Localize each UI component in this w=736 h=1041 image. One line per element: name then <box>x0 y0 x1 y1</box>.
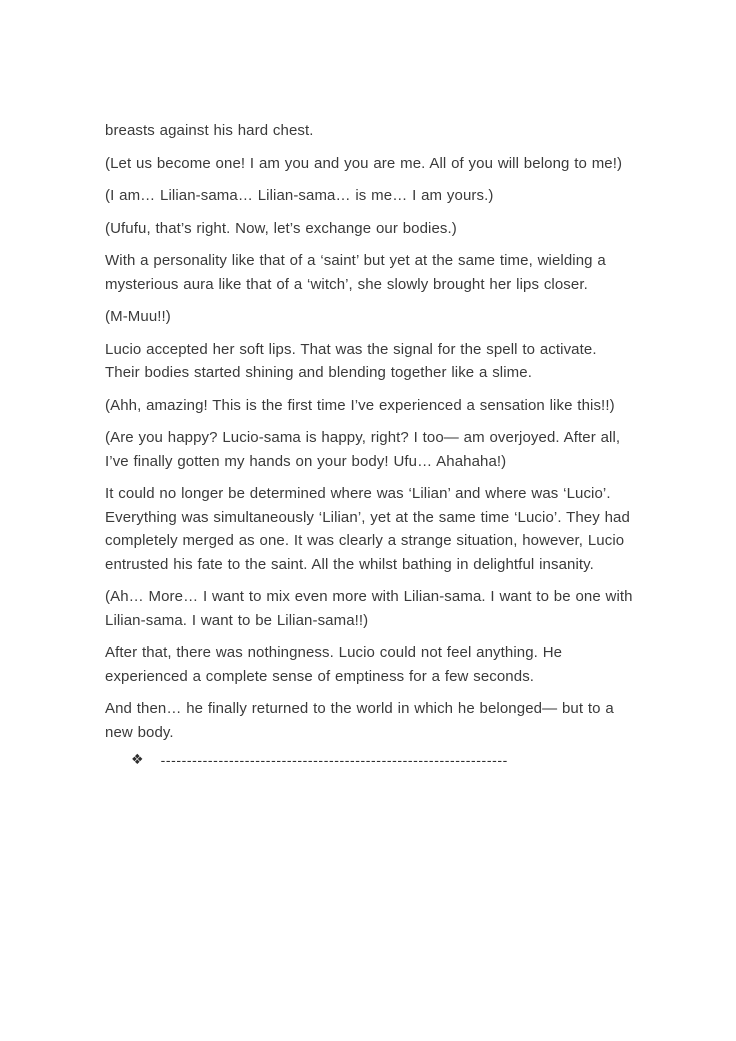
paragraph: With a personality like that of a ‘saint’ but yet at the same time, wielding a mysterious aura like that of a ‘witch’, she slowly brought her lips closer. <box>105 252 606 293</box>
paragraph: (M-Muu!!) <box>105 308 171 325</box>
diamond-bullet-icon: ❖ <box>131 752 144 768</box>
separator-dashes: ------------------------------------------------------------------ <box>160 753 508 767</box>
paragraph: After that, there was nothingness. Lucio could not feel anything. He experienced a complete sense of emptiness for a few seconds. <box>105 644 563 685</box>
paragraph: (Ufufu, that’s right. Now, let’s exchange our bodies.) <box>105 219 457 237</box>
paragraph: It could no longer be determined where was ‘Lilian’ and where was ‘Lucio’. Everything was simultaneously ‘Lilian’, yet at the same time ‘Lucio’. They had completely merged as one. It was clearly a strange situation, however, Lucio entrusted his fate to the saint. All the whilst bathing in delightful insanity. <box>105 485 630 573</box>
paragraph: (Ahh, amazing! This is the first time I’ve experienced a sensation like this!!) <box>105 396 615 414</box>
paragraph: (Are you happy? Lucio-sama is happy, right? I too— am overjoyed. After all, I’ve finally gotten my hands on your body! Ufu… Ahahaha!) <box>105 429 621 470</box>
paragraph: Lucio accepted her soft lips. That was the signal for the spell to activate. Their bodies started shining and blending together like a slime. <box>105 340 597 381</box>
paragraph: breasts against his hard chest. <box>105 122 314 139</box>
text-column <box>105 119 633 767</box>
paragraph: (I am… Lilian-sama… Lilian-sama… is me… I am yours.) <box>105 187 494 204</box>
paragraph: (Let us become one! I am you and you are me. All of you will belong to me!) <box>105 154 623 172</box>
paragraph: And then… he finally returned to the world in which he belonged— but to a new body. <box>105 700 614 741</box>
scene-break-separator <box>131 753 633 767</box>
paragraph: (Ah… More… I want to mix even more with Lilian-sama. I want to be one with Lilian-sama. I want to be Lilian-sama!!) <box>105 588 633 629</box>
